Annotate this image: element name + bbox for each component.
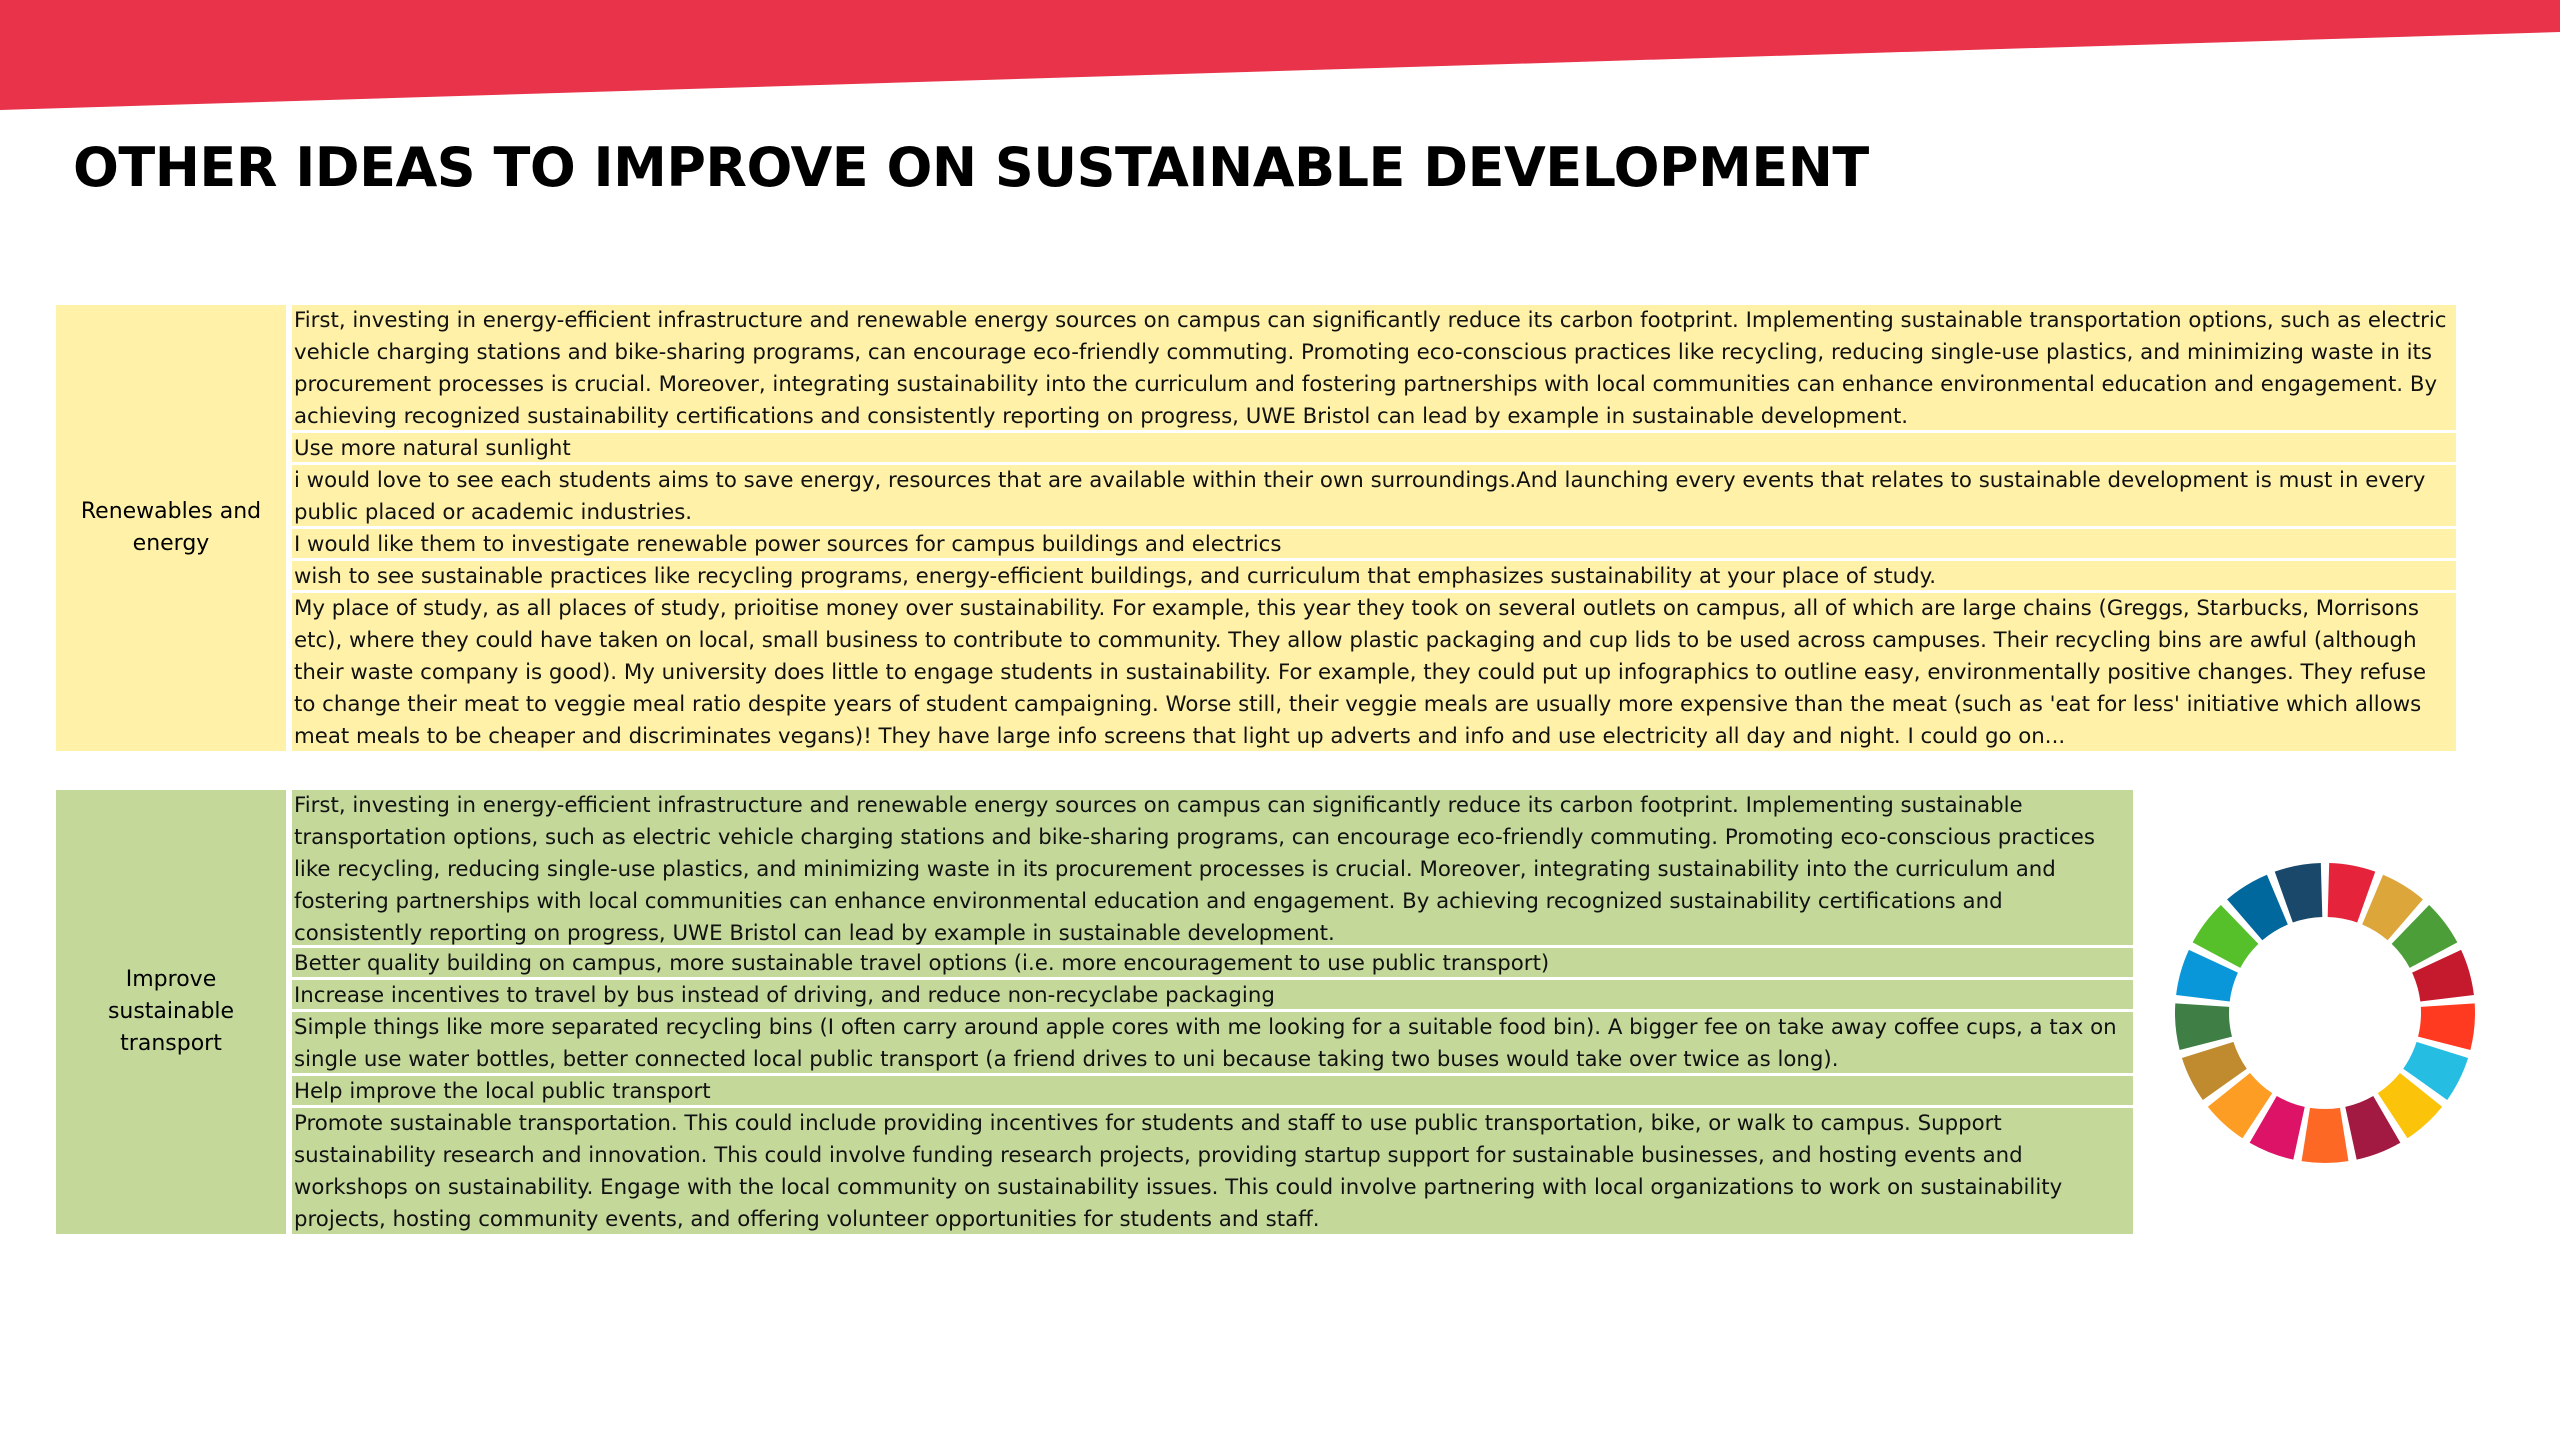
section-transport	[56, 790, 2133, 1234]
idea-row: I would like them to investigate renewable power sources for campus buildings and electrics	[292, 529, 2456, 561]
idea-row: First, investing in energy-efficient infrastructure and renewable energy sources on campus can significantly reduce its carbon footprint. Implementing sustainable transportation options, such as electric vehicle charging stations and bike-sharing programs, can encourage eco-friendly commuting. Promoting eco-conscious practices like recycling, reducing single-use plastics, and minimizing waste in its procurement processes is crucial. Moreover, integrating sustainability into the curriculum and fostering partnerships with local communities can enhance environmental education and engagement. By achieving recognized sustainability certifications and consistently reporting on progress, UWE Bristol can lead by example in sustainable development.	[292, 790, 2133, 948]
top-banner	[0, 0, 2560, 112]
idea-list	[292, 790, 2133, 1234]
sdg-wheel-segment	[2418, 1003, 2475, 1050]
idea-row: Help improve the local public transport	[292, 1076, 2133, 1108]
idea-row: Simple things like more separated recycling bins (I often carry around apple cores with me looking for a suitable food bin). A bigger fee on take away coffee cups, a tax on single use water bottles, better connected local public transport (a friend drives to uni because taking two buses would take over twice as long).	[292, 1012, 2133, 1076]
idea-row: Increase incentives to travel by bus instead of driving, and reduce non-recyclabe packaging	[292, 980, 2133, 1012]
sdg-wheel-segment	[2175, 1003, 2232, 1050]
idea-list	[292, 305, 2456, 751]
idea-row: Promote sustainable transportation. This could include providing incentives for students and staff to use public transportation, bike, or walk to campus. Support sustainability research and innovation. This could involve funding research projects, providing startup support for sustainable businesses, and hosting events and workshops on sustainability. Engage with the local community on sustainability issues. This could involve partnering with local organizations to work on sustainability projects, hosting community events, and offering volunteer opportunities for students and staff.	[292, 1108, 2133, 1234]
sdg-wheel-icon	[2172, 860, 2478, 1166]
idea-row: Use more natural sunlight	[292, 433, 2456, 465]
idea-row: i would love to see each students aims to save energy, resources that are available within their own surroundings.And launching every events that relates to sustainable development is must in every public placed or academic industries.	[292, 465, 2456, 529]
sdg-wheel-segment	[2302, 1108, 2349, 1163]
banner-shape	[0, 0, 2560, 110]
idea-row: wish to see sustainable practices like recycling programs, energy-efficient buildings, and curriculum that emphasizes sustainability at your place of study.	[292, 561, 2456, 593]
section-renewables	[56, 305, 2456, 751]
page-title: OTHER IDEAS TO IMPROVE ON SUSTAINABLE DEVELOPMENT	[73, 136, 1869, 199]
idea-row: Better quality building on campus, more sustainable travel options (i.e. more encouragement to use public transport)	[292, 948, 2133, 980]
idea-row: My place of study, as all places of study, prioitise money over sustainability. For example, this year they took on several outlets on campus, all of which are large chains (Greggs, Starbucks, Morrisons etc), where they could have taken on local, small business to contribute to community. They allow plastic packaging and cup lids to be used across campuses. Their recycling bins are awful (although their waste company is good). My university does little to engage students in sustainability. For example, they could put up infographics to outline easy, environmentally positive changes. They refuse to change their meat to veggie meal ratio despite years of student campaigning. Worse still, their veggie meals are usually more expensive than the meat (such as 'eat for less' initiative which allows meat meals to be cheaper and discriminates vegans)! They have large info screens that light up adverts and info and use electricity all day and night. I could go on...	[292, 593, 2456, 751]
section-label: Renewables and energy	[56, 305, 286, 751]
section-label: Improve sustainable transport	[56, 790, 286, 1234]
idea-row: First, investing in energy-efficient infrastructure and renewable energy sources on campus can significantly reduce its carbon footprint. Implementing sustainable transportation options, such as electric vehicle charging stations and bike-sharing programs, can encourage eco-friendly commuting. Promoting eco-conscious practices like recycling, reducing single-use plastics, and minimizing waste in its procurement processes is crucial. Moreover, integrating sustainability into the curriculum and fostering partnerships with local communities can enhance environmental education and engagement. By achieving recognized sustainability certifications and consistently reporting on progress, UWE Bristol can lead by example in sustainable development.	[292, 305, 2456, 433]
